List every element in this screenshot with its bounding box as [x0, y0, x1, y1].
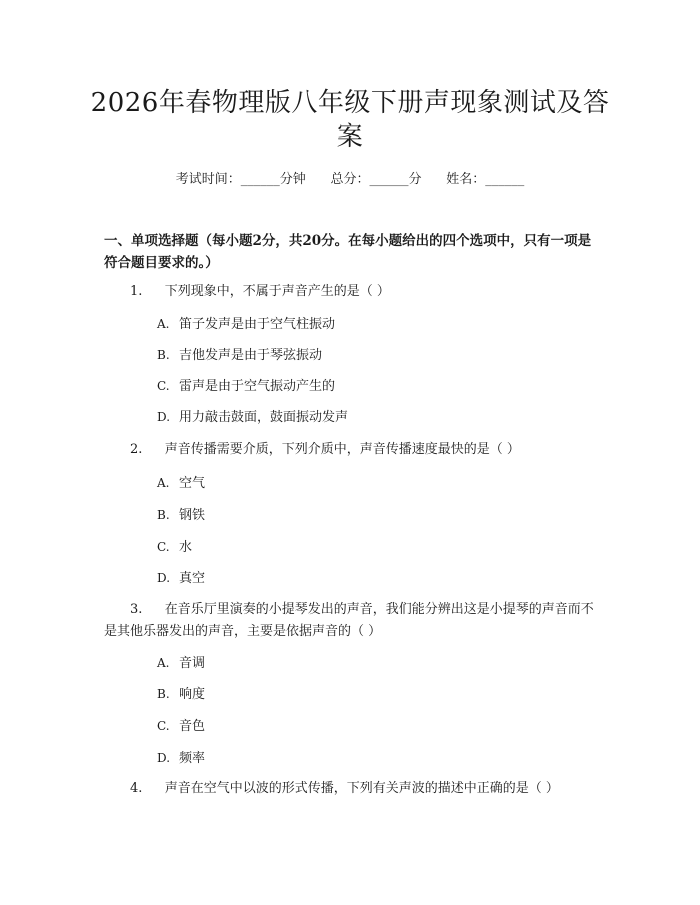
option-letter: B.	[157, 508, 170, 522]
option-letter: B.	[157, 348, 170, 362]
option-2c	[157, 537, 192, 558]
option-letter: C.	[157, 540, 170, 554]
option-letter: A.	[157, 476, 170, 490]
option-text: 水	[179, 540, 193, 555]
option-letter: C.	[157, 719, 170, 733]
question-stem: 在音乐厅里演奏的小提琴发出的声音，我们能分辨出这是小提琴的声音而不是其他乐器发出的声音，主要是依据声音的（ ）	[104, 602, 594, 639]
question-stem: 声音在空气中以波的形式传播，下列有关声波的描述中正确的是（ ）	[164, 781, 559, 796]
option-text: 音调	[179, 656, 206, 671]
option-text: 频率	[179, 751, 206, 766]
option-2b	[157, 505, 205, 526]
section-heading: 一、单项选择题（每小题2分，共20分。在每小题给出的四个选项中，只有一项是符合题目要求的。）	[104, 233, 592, 271]
option-3a	[157, 653, 205, 674]
option-text: 吉他发声是由于琴弦振动	[179, 348, 323, 363]
option-text: 笛子发声是由于空气柱振动	[179, 317, 336, 332]
option-3b	[157, 684, 205, 705]
exam-info-line: 考试时间：______分钟 总分：______分 姓名：______	[175, 172, 525, 187]
option-3c	[157, 716, 205, 737]
question-number: 2.	[130, 442, 143, 457]
option-letter: D.	[157, 751, 171, 765]
option-text: 真空	[179, 571, 206, 586]
option-2d	[157, 568, 205, 589]
option-1d	[157, 407, 348, 428]
question-3	[104, 599, 604, 643]
option-text: 音色	[179, 719, 206, 734]
question-stem: 下列现象中，不属于声音产生的是（ ）	[164, 284, 390, 299]
option-1c	[157, 376, 335, 397]
question-4	[104, 778, 604, 800]
question-stem: 声音传播需要介质，下列介质中，声音传播速度最快的是（ ）	[164, 442, 520, 457]
option-text: 用力敲击鼓面，鼓面振动发声	[179, 410, 349, 425]
option-letter: A.	[157, 317, 170, 331]
option-letter: D.	[157, 410, 171, 424]
option-3d	[157, 748, 205, 769]
option-letter: A.	[157, 656, 170, 670]
option-text: 空气	[179, 476, 206, 491]
option-text: 响度	[179, 687, 206, 702]
question-1	[104, 281, 604, 303]
option-text: 钢铁	[179, 508, 206, 523]
option-letter: B.	[157, 687, 170, 701]
option-letter: C.	[157, 379, 170, 393]
document-title: 2026年春物理版八年级下册声现象测试及答案	[90, 88, 610, 152]
option-letter: D.	[157, 571, 171, 585]
option-text: 雷声是由于空气振动产生的	[179, 379, 336, 394]
question-number: 4.	[130, 781, 143, 796]
option-1a	[157, 314, 335, 335]
question-2	[104, 439, 604, 461]
question-number: 3.	[130, 602, 143, 617]
option-1b	[157, 345, 322, 366]
option-2a	[157, 473, 205, 494]
question-number: 1.	[130, 284, 143, 299]
